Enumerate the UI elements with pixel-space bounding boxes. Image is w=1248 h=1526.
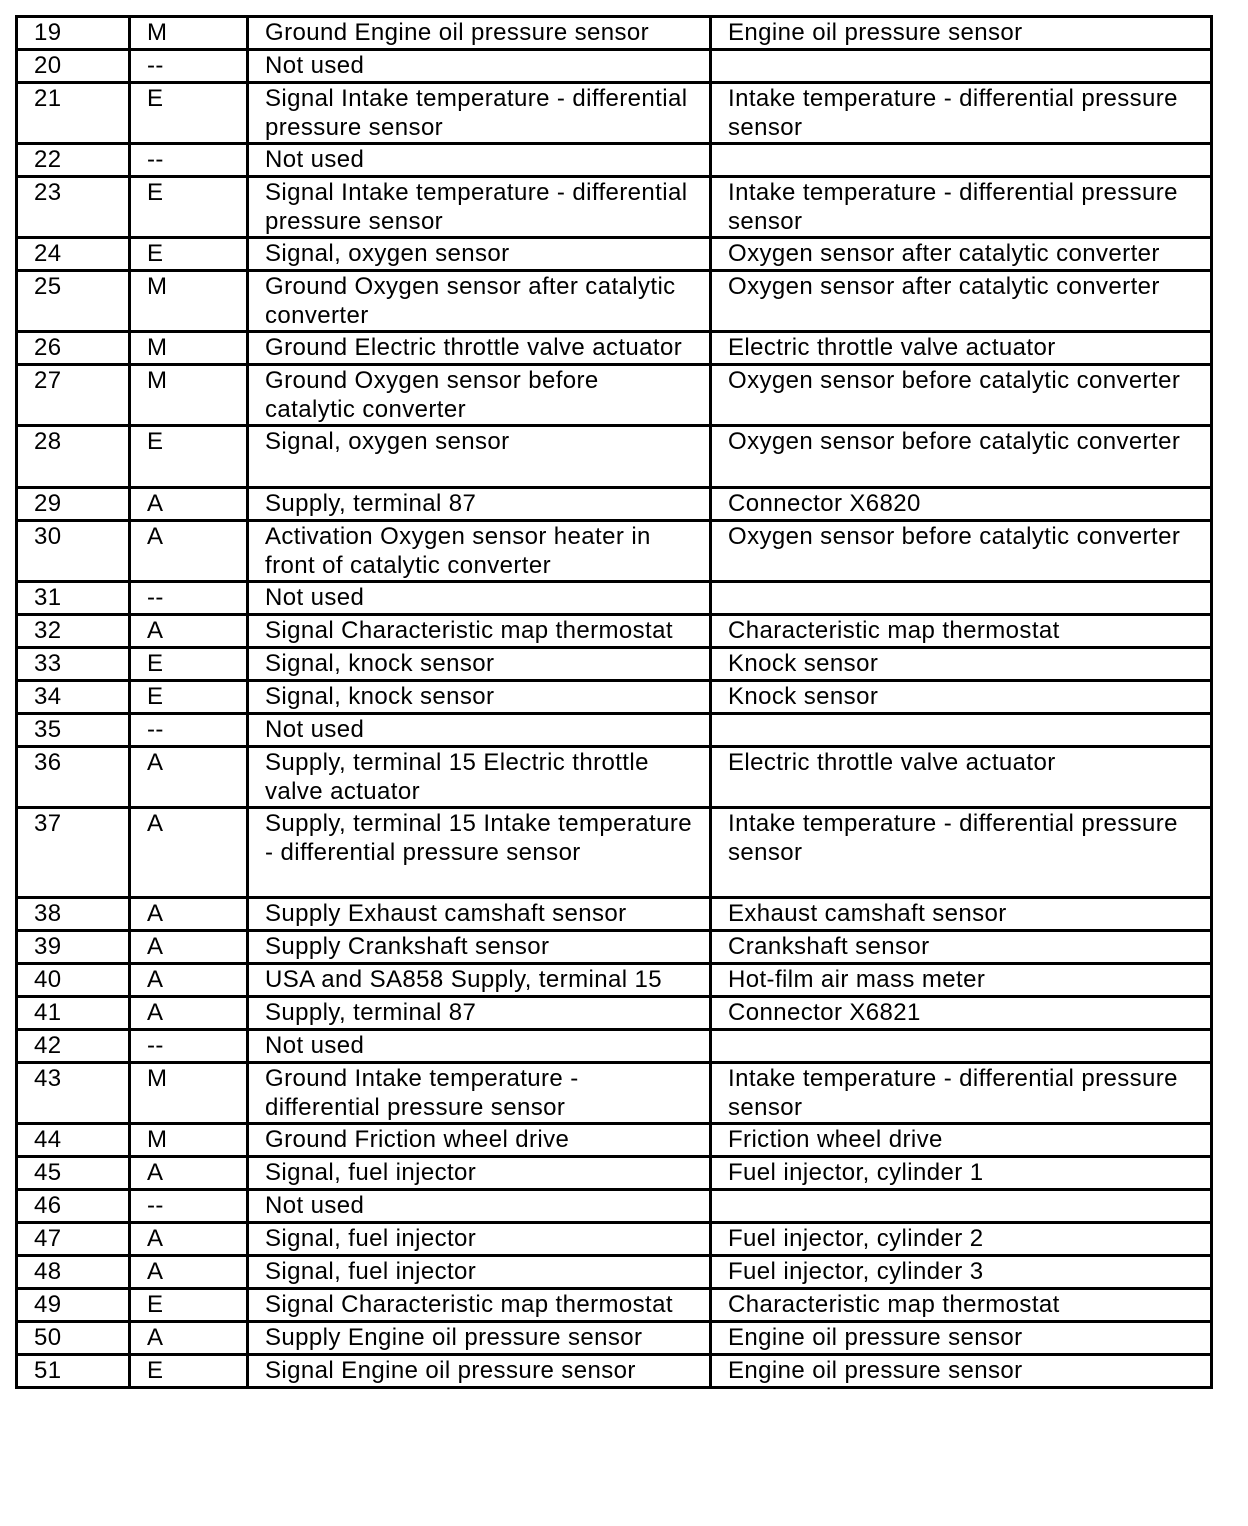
component-cell: Engine oil pressure sensor: [711, 17, 1212, 50]
component-cell: Knock sensor: [711, 648, 1212, 681]
component-cell: Fuel injector, cylinder 1: [711, 1157, 1212, 1190]
table-row: [17, 1322, 1212, 1355]
pin-assignment-table: [15, 15, 1213, 1389]
pin-number-cell: 24: [17, 238, 130, 271]
signal-type-cell: A: [130, 521, 248, 582]
signal-type-cell: --: [130, 714, 248, 747]
description-cell: Signal Intake temperature - differential pressure sensor: [248, 83, 711, 144]
signal-type-cell: E: [130, 648, 248, 681]
description-cell: Supply, terminal 87: [248, 488, 711, 521]
description-cell: Signal, fuel injector: [248, 1256, 711, 1289]
pin-number-cell: 20: [17, 50, 130, 83]
pin-number-cell: 49: [17, 1289, 130, 1322]
pin-number-cell: 23: [17, 177, 130, 238]
description-cell: Not used: [248, 50, 711, 83]
component-cell: [711, 582, 1212, 615]
table-row: [17, 144, 1212, 177]
description-cell: Ground Electric throttle valve actuator: [248, 332, 711, 365]
signal-type-cell: --: [130, 1190, 248, 1223]
description-cell: Signal, knock sensor: [248, 681, 711, 714]
description-cell: Signal, fuel injector: [248, 1223, 711, 1256]
pin-number-cell: 40: [17, 964, 130, 997]
component-cell: [711, 144, 1212, 177]
table-row: [17, 83, 1212, 144]
signal-type-cell: A: [130, 747, 248, 808]
description-cell: Supply, terminal 15 Electric throttle valve actuator: [248, 747, 711, 808]
pin-number-cell: 25: [17, 271, 130, 332]
component-cell: Intake temperature - differential pressure sensor: [711, 1063, 1212, 1124]
pin-number-cell: 50: [17, 1322, 130, 1355]
component-cell: Oxygen sensor before catalytic converter: [711, 521, 1212, 582]
pin-number-cell: 46: [17, 1190, 130, 1223]
table-row: [17, 365, 1212, 426]
table-row: [17, 615, 1212, 648]
table-row: [17, 1124, 1212, 1157]
component-cell: Fuel injector, cylinder 3: [711, 1256, 1212, 1289]
component-cell: Oxygen sensor before catalytic converter: [711, 426, 1212, 488]
component-cell: Characteristic map thermostat: [711, 1289, 1212, 1322]
table-row: [17, 714, 1212, 747]
component-cell: [711, 1190, 1212, 1223]
component-cell: Knock sensor: [711, 681, 1212, 714]
table-row: [17, 1063, 1212, 1124]
component-cell: Electric throttle valve actuator: [711, 747, 1212, 808]
table-row: [17, 1223, 1212, 1256]
description-cell: Not used: [248, 144, 711, 177]
signal-type-cell: E: [130, 83, 248, 144]
pin-number-cell: 36: [17, 747, 130, 808]
component-cell: Electric throttle valve actuator: [711, 332, 1212, 365]
signal-type-cell: A: [130, 1223, 248, 1256]
signal-type-cell: E: [130, 426, 248, 488]
description-cell: Supply, terminal 87: [248, 997, 711, 1030]
description-cell: Supply Exhaust camshaft sensor: [248, 898, 711, 931]
table-row: [17, 648, 1212, 681]
description-cell: Ground Engine oil pressure sensor: [248, 17, 711, 50]
description-cell: Signal Intake temperature - differential pressure sensor: [248, 177, 711, 238]
pin-number-cell: 29: [17, 488, 130, 521]
pin-number-cell: 26: [17, 332, 130, 365]
signal-type-cell: E: [130, 1289, 248, 1322]
component-cell: Intake temperature - differential pressure sensor: [711, 83, 1212, 144]
pin-number-cell: 43: [17, 1063, 130, 1124]
table-row: [17, 177, 1212, 238]
description-cell: Ground Intake temperature - differential pressure sensor: [248, 1063, 711, 1124]
table-row: [17, 1190, 1212, 1223]
component-cell: Oxygen sensor after catalytic converter: [711, 238, 1212, 271]
table-row: [17, 808, 1212, 898]
table-row: [17, 681, 1212, 714]
table-row: [17, 1289, 1212, 1322]
description-cell: Ground Friction wheel drive: [248, 1124, 711, 1157]
table-row: [17, 1030, 1212, 1063]
component-cell: Friction wheel drive: [711, 1124, 1212, 1157]
pin-number-cell: 30: [17, 521, 130, 582]
table-row: [17, 582, 1212, 615]
component-cell: Connector X6820: [711, 488, 1212, 521]
signal-type-cell: A: [130, 808, 248, 898]
table-row: [17, 238, 1212, 271]
description-cell: USA and SA858 Supply, terminal 15: [248, 964, 711, 997]
table-row: [17, 1157, 1212, 1190]
component-cell: [711, 50, 1212, 83]
signal-type-cell: M: [130, 365, 248, 426]
pin-table-body: [17, 17, 1212, 1388]
signal-type-cell: --: [130, 1030, 248, 1063]
pin-number-cell: 45: [17, 1157, 130, 1190]
pin-number-cell: 39: [17, 931, 130, 964]
description-cell: Supply, terminal 15 Intake temperature - differential pressure sensor: [248, 808, 711, 898]
component-cell: [711, 714, 1212, 747]
pin-number-cell: 38: [17, 898, 130, 931]
table-row: [17, 332, 1212, 365]
pin-number-cell: 42: [17, 1030, 130, 1063]
description-cell: Not used: [248, 1030, 711, 1063]
component-cell: Characteristic map thermostat: [711, 615, 1212, 648]
pin-number-cell: 28: [17, 426, 130, 488]
signal-type-cell: A: [130, 488, 248, 521]
pin-number-cell: 37: [17, 808, 130, 898]
component-cell: Connector X6821: [711, 997, 1212, 1030]
signal-type-cell: --: [130, 582, 248, 615]
table-row: [17, 488, 1212, 521]
description-cell: Signal, knock sensor: [248, 648, 711, 681]
component-cell: [711, 1030, 1212, 1063]
pin-number-cell: 41: [17, 997, 130, 1030]
signal-type-cell: E: [130, 681, 248, 714]
pin-number-cell: 48: [17, 1256, 130, 1289]
description-cell: Ground Oxygen sensor before catalytic converter: [248, 365, 711, 426]
description-cell: Not used: [248, 714, 711, 747]
table-row: [17, 17, 1212, 50]
table-row: [17, 931, 1212, 964]
pin-number-cell: 33: [17, 648, 130, 681]
signal-type-cell: A: [130, 898, 248, 931]
description-cell: Signal Characteristic map thermostat: [248, 615, 711, 648]
description-cell: Not used: [248, 1190, 711, 1223]
signal-type-cell: --: [130, 50, 248, 83]
signal-type-cell: M: [130, 332, 248, 365]
table-row: [17, 50, 1212, 83]
table-row: [17, 426, 1212, 488]
pin-number-cell: 27: [17, 365, 130, 426]
component-cell: Engine oil pressure sensor: [711, 1355, 1212, 1388]
description-cell: Signal Engine oil pressure sensor: [248, 1355, 711, 1388]
signal-type-cell: A: [130, 1322, 248, 1355]
description-cell: Supply Crankshaft sensor: [248, 931, 711, 964]
description-cell: Ground Oxygen sensor after catalytic converter: [248, 271, 711, 332]
signal-type-cell: M: [130, 17, 248, 50]
description-cell: Signal Characteristic map thermostat: [248, 1289, 711, 1322]
pin-number-cell: 44: [17, 1124, 130, 1157]
component-cell: Oxygen sensor after catalytic converter: [711, 271, 1212, 332]
signal-type-cell: M: [130, 1063, 248, 1124]
signal-type-cell: M: [130, 271, 248, 332]
component-cell: Hot-film air mass meter: [711, 964, 1212, 997]
signal-type-cell: E: [130, 177, 248, 238]
description-cell: Signal, oxygen sensor: [248, 426, 711, 488]
component-cell: Engine oil pressure sensor: [711, 1322, 1212, 1355]
table-row: [17, 1256, 1212, 1289]
table-row: [17, 521, 1212, 582]
component-cell: Intake temperature - differential pressure sensor: [711, 808, 1212, 898]
pin-number-cell: 34: [17, 681, 130, 714]
pin-number-cell: 47: [17, 1223, 130, 1256]
table-row: [17, 271, 1212, 332]
signal-type-cell: E: [130, 238, 248, 271]
pin-number-cell: 51: [17, 1355, 130, 1388]
signal-type-cell: A: [130, 964, 248, 997]
component-cell: Crankshaft sensor: [711, 931, 1212, 964]
description-cell: Activation Oxygen sensor heater in front of catalytic converter: [248, 521, 711, 582]
pin-number-cell: 21: [17, 83, 130, 144]
signal-type-cell: A: [130, 1157, 248, 1190]
signal-type-cell: A: [130, 997, 248, 1030]
signal-type-cell: A: [130, 1256, 248, 1289]
table-row: [17, 1355, 1212, 1388]
table-row: [17, 898, 1212, 931]
table-row: [17, 964, 1212, 997]
signal-type-cell: --: [130, 144, 248, 177]
signal-type-cell: M: [130, 1124, 248, 1157]
signal-type-cell: A: [130, 615, 248, 648]
pin-number-cell: 32: [17, 615, 130, 648]
signal-type-cell: A: [130, 931, 248, 964]
table-row: [17, 747, 1212, 808]
description-cell: Signal, fuel injector: [248, 1157, 711, 1190]
pin-number-cell: 19: [17, 17, 130, 50]
description-cell: Not used: [248, 582, 711, 615]
description-cell: Supply Engine oil pressure sensor: [248, 1322, 711, 1355]
description-cell: Signal, oxygen sensor: [248, 238, 711, 271]
component-cell: Exhaust camshaft sensor: [711, 898, 1212, 931]
component-cell: Oxygen sensor before catalytic converter: [711, 365, 1212, 426]
pin-number-cell: 22: [17, 144, 130, 177]
pin-number-cell: 35: [17, 714, 130, 747]
table-row: [17, 997, 1212, 1030]
component-cell: Fuel injector, cylinder 2: [711, 1223, 1212, 1256]
pin-number-cell: 31: [17, 582, 130, 615]
component-cell: Intake temperature - differential pressure sensor: [711, 177, 1212, 238]
signal-type-cell: E: [130, 1355, 248, 1388]
